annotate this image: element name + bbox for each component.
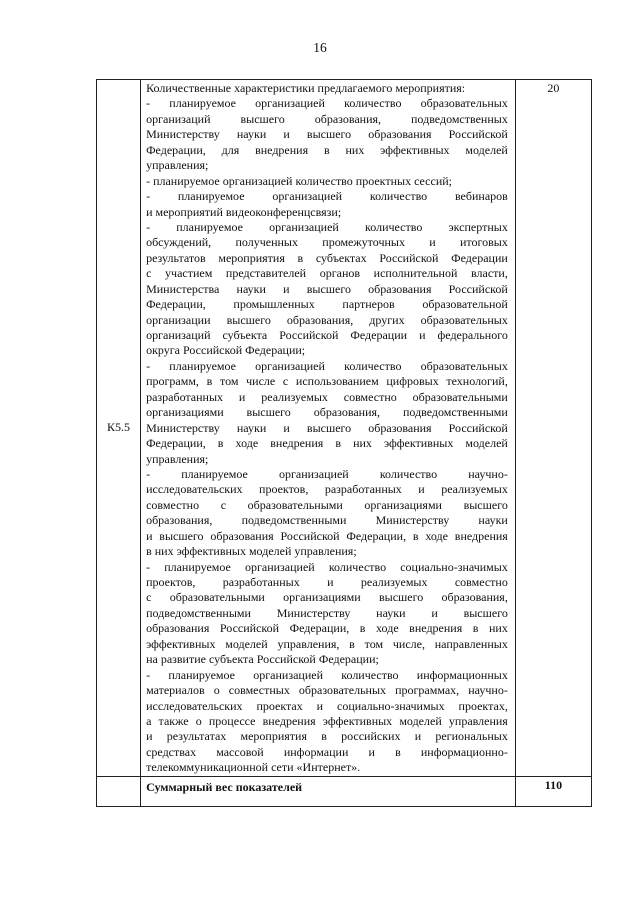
indicator-description xyxy=(141,80,516,777)
description-line: организации высшего образования, других образовательных xyxy=(146,312,508,327)
description-line: эффективных моделей управления, в том числе, направленных xyxy=(146,636,508,651)
description-line: организаций высшего образования, подведомственных xyxy=(146,111,508,126)
description-line: образования Российской Федерации, в ходе внедрения в них xyxy=(146,621,508,636)
page-number: 16 xyxy=(313,40,327,55)
total-code-cell xyxy=(97,776,141,806)
description-line: - планируемое организацией количество научно- xyxy=(146,466,508,481)
description-line: подведомственными Министерству науки и высшего xyxy=(146,605,508,620)
description-line: проектов, разработанных и реализуемых совместно xyxy=(146,575,508,589)
description-line: управления; xyxy=(146,451,209,466)
description-line: разработанных и реализуемых совместно образовательными xyxy=(146,389,508,404)
description-line: результатов мероприятия в субъектах Российской Федерации xyxy=(146,250,508,265)
description-line: с образовательными организациями высшего образования, xyxy=(146,590,508,605)
description-line: телекоммуникационной сети «Интернет». xyxy=(146,760,361,775)
total-row xyxy=(97,776,592,806)
description-line: организаций субъекта Российской Федерации и федерального xyxy=(146,328,508,342)
description-line: - планируемое организацией количество социально-значимых xyxy=(146,559,508,574)
description-line: с участием представителей органов исполнительной власти, xyxy=(146,266,508,281)
total-label: Суммарный вес показателей xyxy=(141,776,516,806)
description-line: организациями высшего образования, подведомственными xyxy=(146,405,508,420)
description-line: - планируемое организацией количество проектных сессий; xyxy=(146,173,452,188)
description-line: Федерации, в ходе внедрения в них эффективных моделей xyxy=(146,436,508,451)
description-line: Федерации, для внедрения в них эффективных моделей xyxy=(146,142,508,157)
indicators-table xyxy=(96,79,592,807)
description-line: Количественные характеристики предлагаемого мероприятия: xyxy=(146,81,466,95)
description-line: и мероприятий видеоконференцсвязи; xyxy=(146,204,342,219)
description-line: Федерации, промышленных партнеров образовательной xyxy=(146,297,508,312)
description-line: и высшего образования Российской Федерации, в ходе внедрения xyxy=(146,528,508,543)
description-line: образования, подведомственными Министерству науки xyxy=(146,513,508,528)
total-value: 110 xyxy=(515,776,591,806)
description-line: - планируемое организацией количество экспертных xyxy=(146,219,508,234)
description-line: исследовательских проектов, разработанных и реализуемых xyxy=(146,482,508,497)
description-line: - планируемое организацией количество информационных xyxy=(146,667,508,682)
description-line: исследовательских проектах и социально-значимых проектах, xyxy=(146,698,508,713)
description-line: - планируемое организацией количество вебинаров xyxy=(146,189,508,204)
description-line: средствах массовой информации и в информационно- xyxy=(146,744,508,759)
description-line: Министерства науки и высшего образования Российской xyxy=(146,281,508,296)
description-line: обсуждений, полученных промежуточных и итоговых xyxy=(146,235,508,250)
description-line: Министерству науки и высшего образования Российской xyxy=(146,127,508,142)
description-lines xyxy=(146,81,508,776)
description-line: а также о процессе внедрения эффективных моделей управления xyxy=(146,713,508,728)
description-line: совместно с образовательными организациями высшего xyxy=(146,497,508,512)
description-line: округа Российской Федерации; xyxy=(146,343,306,358)
indicator-weight: 20 xyxy=(515,80,591,777)
description-line: - планируемое организацией количество образовательных xyxy=(146,96,508,111)
indicator-code: К5.5 xyxy=(97,80,141,777)
description-line: Министерству науки и высшего образования Российской xyxy=(146,420,508,435)
description-line: и результатах мероприятия в российских и региональных xyxy=(146,729,508,744)
description-line: материалов о совместных образовательных программах, научно- xyxy=(146,683,508,698)
description-line: в них эффективных моделей управления; xyxy=(146,544,357,559)
description-line: на развитие субъекта Российской Федерации; xyxy=(146,652,379,667)
description-line: управления; xyxy=(146,158,209,173)
description-line: - планируемое организацией количество образовательных xyxy=(146,358,508,373)
description-line: программ, в том числе с использованием цифровых технологий, xyxy=(146,374,508,389)
table-row xyxy=(97,80,592,777)
